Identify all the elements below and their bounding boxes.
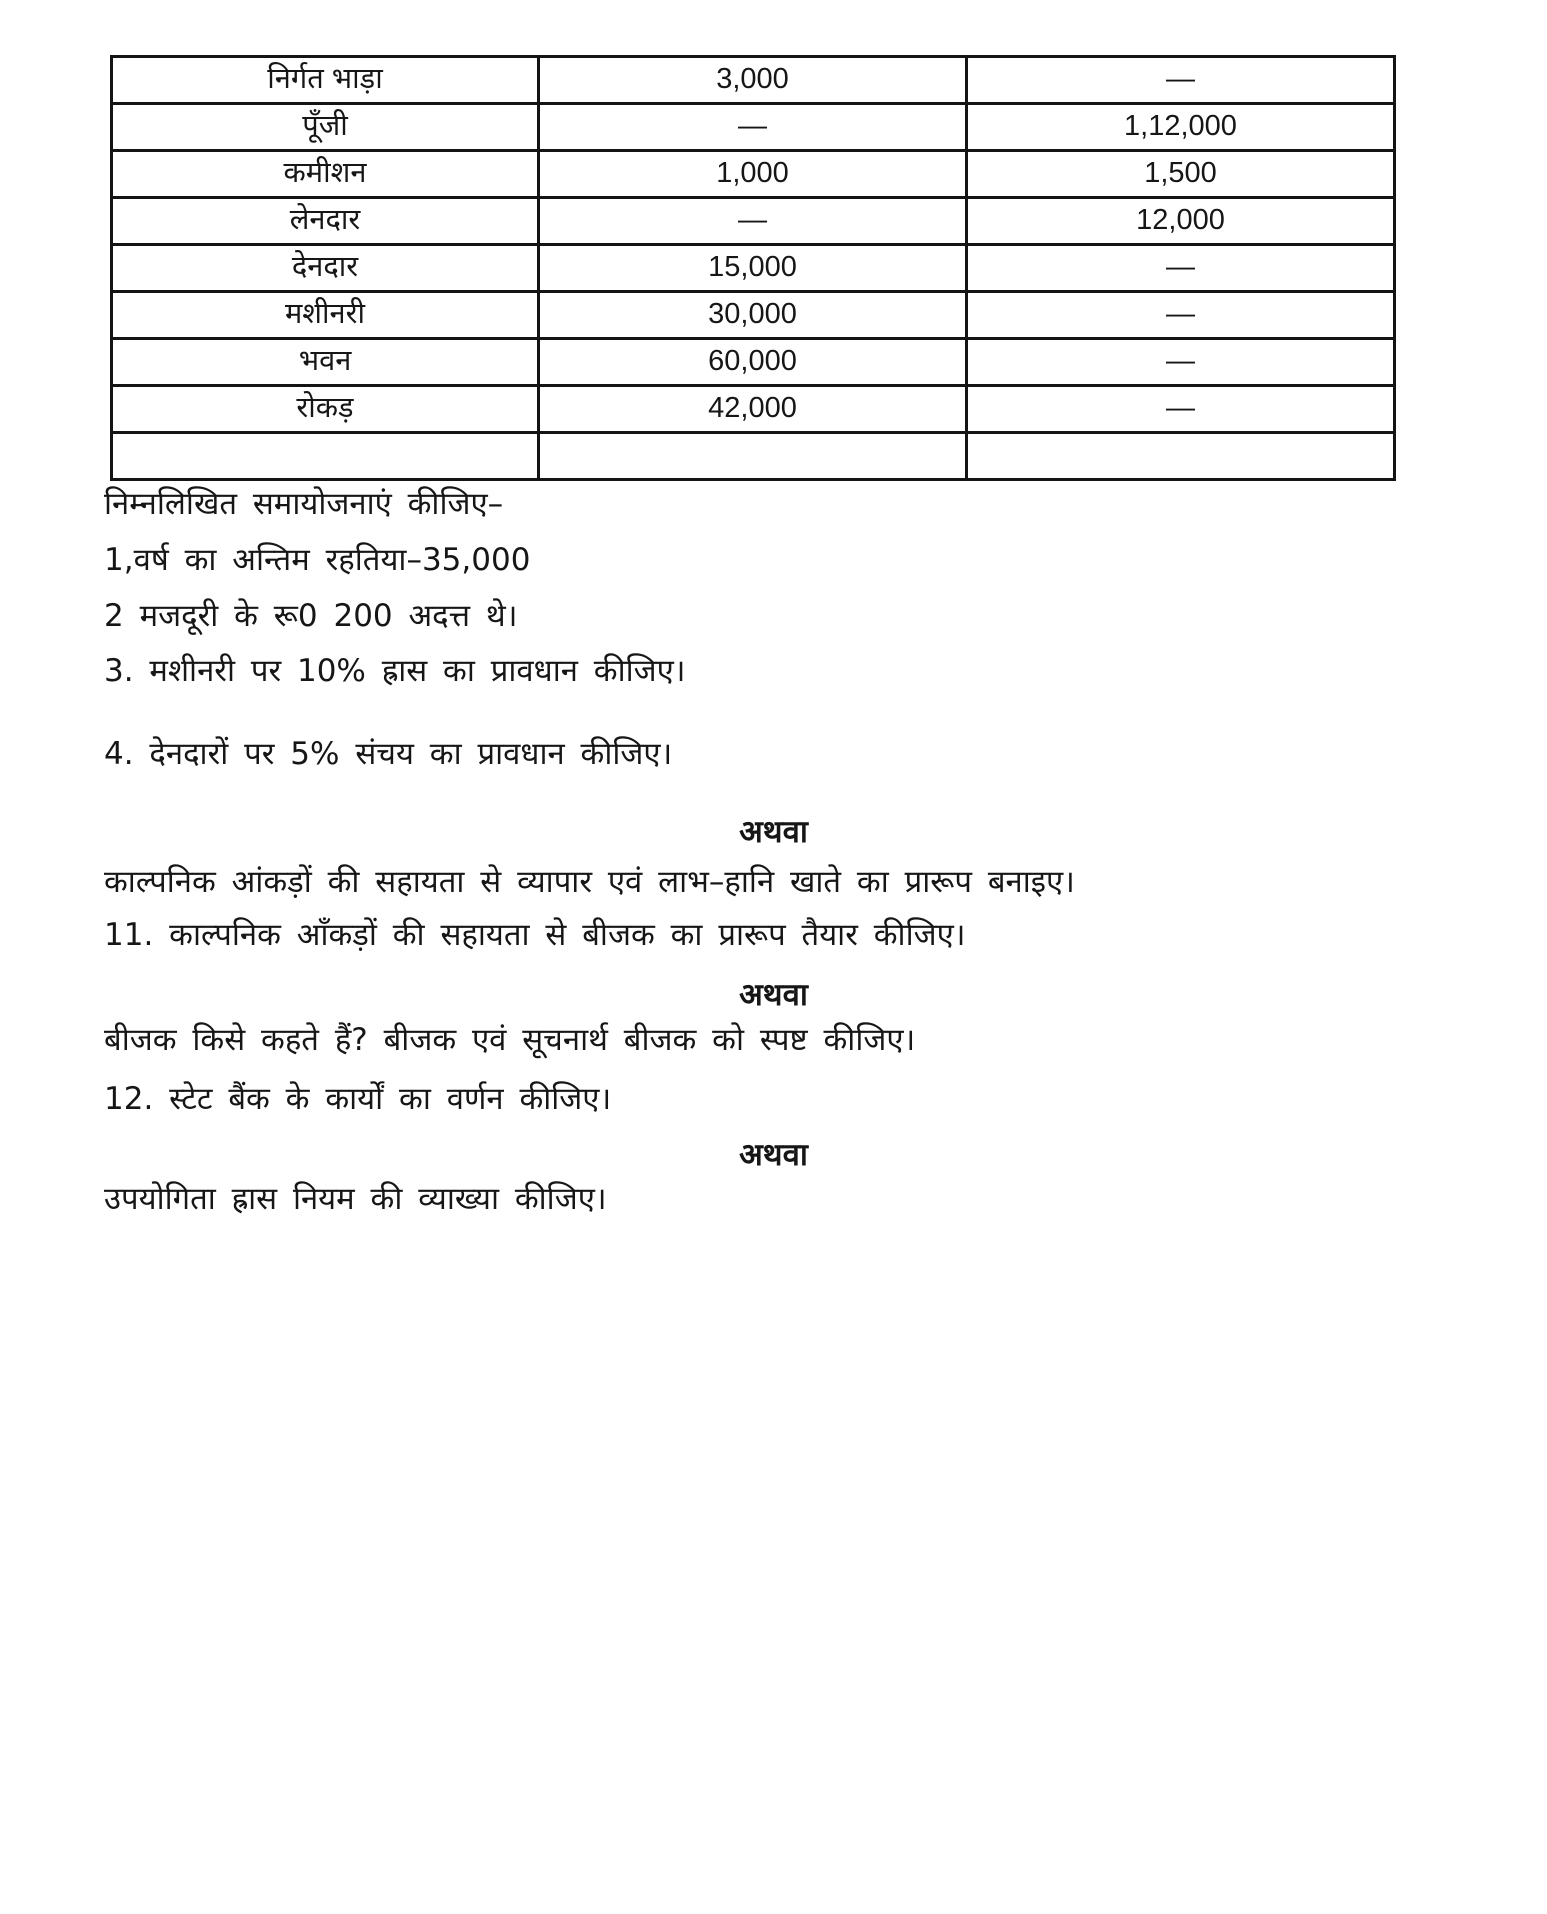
table-cell-particulars: कमीशन [112, 151, 539, 198]
table-cell-amount_dr: 3,000 [539, 57, 967, 104]
text-line: काल्पनिक आंकड़ों की सहायता से व्यापार एवं लाभ–हानि खाते का प्रारूप बनाइए। [104, 864, 1075, 900]
or-heading: अथवा [739, 1137, 808, 1173]
text-line: 1,वर्ष का अन्तिम रहतिया–35,000 [104, 542, 531, 578]
table-cell-amount_cr: 12,000 [967, 198, 1395, 245]
text-line: 4. देनदारों पर 5% संचय का प्रावधान कीजिए। [104, 736, 673, 772]
text-line: 11. काल्पनिक आँकड़ों की सहायता से बीजक का प्रारूप तैयार कीजिए। [104, 917, 966, 953]
table-cell-amount_dr: 1,000 [539, 151, 967, 198]
table-cell-amount_cr: — [967, 292, 1395, 339]
or-heading: अथवा [739, 814, 808, 850]
table-cell-amount_dr: 60,000 [539, 339, 967, 386]
table-cell-particulars: पूँजी [112, 104, 539, 151]
table-cell-amount_dr: — [539, 198, 967, 245]
table-cell-particulars: रोकड़ [112, 386, 539, 433]
text-line: 2 मजदूरी के रू0 200 अदत्त थे। [104, 598, 518, 634]
text-line: 3. मशीनरी पर 10% ह्रास का प्रावधान कीजिए। [104, 653, 686, 689]
table-cell-particulars: लेनदार [112, 198, 539, 245]
table-cell-amount_cr: — [967, 57, 1395, 104]
text-line: बीजक किसे कहते हैं? बीजक एवं सूचनार्थ बीजक को स्पष्ट कीजिए। [104, 1022, 916, 1058]
text-line: 12. स्टेट बैंक के कार्यों का वर्णन कीजिए। [104, 1081, 612, 1117]
table-cell-amount_dr: 42,000 [539, 386, 967, 433]
table-cell-amount_cr: 1,500 [967, 151, 1395, 198]
table-cell-amount_dr: 15,000 [539, 245, 967, 292]
or-heading: अथवा [739, 977, 808, 1013]
table-cell-amount_dr: — [539, 104, 967, 151]
text-line: उपयोगिता ह्रास नियम की व्याख्या कीजिए। [104, 1181, 607, 1217]
table-cell-particulars: देनदार [112, 245, 539, 292]
table-cell-amount_cr: — [967, 245, 1395, 292]
table-cell-amount_cr: 1,12,000 [967, 104, 1395, 151]
table-cell-particulars: निर्गत भाड़ा [112, 57, 539, 104]
table-cell-particulars: भवन [112, 339, 539, 386]
text-line: निम्नलिखित समायोजनाएं कीजिए– [104, 486, 504, 522]
table-cell-amount_dr: 30,000 [539, 292, 967, 339]
table-cell-particulars: मशीनरी [112, 292, 539, 339]
table-cell-amount_cr: — [967, 386, 1395, 433]
table-cell-amount_cr: — [967, 339, 1395, 386]
